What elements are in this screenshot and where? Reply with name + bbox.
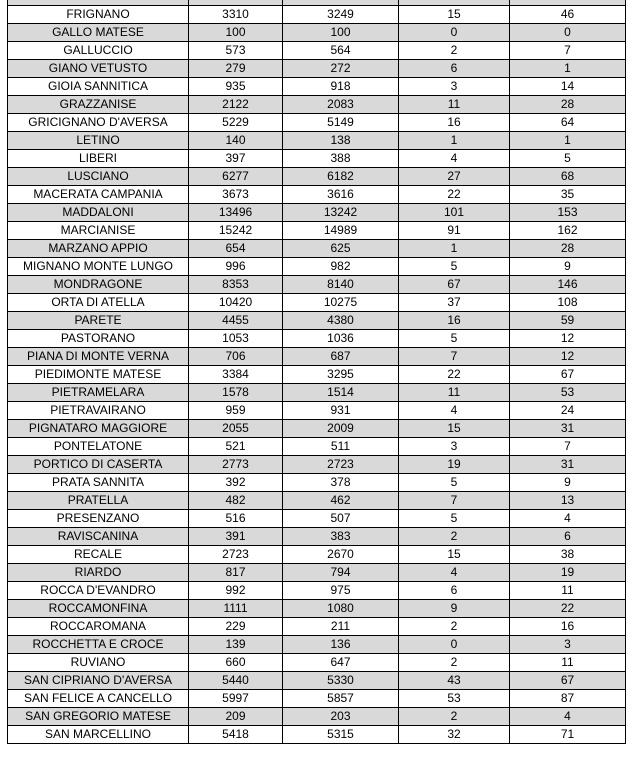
value-cell: 31 — [510, 456, 626, 474]
value-cell: 67 — [510, 366, 626, 384]
value-cell: 935 — [189, 78, 283, 96]
municipality-table — [7, 0, 626, 744]
table-row — [8, 582, 626, 600]
value-cell: 9 — [399, 600, 510, 618]
value-cell: 68 — [510, 168, 626, 186]
table-row — [8, 60, 626, 78]
municipality-cell: MONDRAGONE — [8, 276, 189, 294]
value-cell: 2670 — [283, 546, 399, 564]
value-cell: 2055 — [189, 420, 283, 438]
value-cell: 46 — [510, 6, 626, 24]
value-cell: 16 — [399, 114, 510, 132]
value-cell: 108 — [510, 294, 626, 312]
table-row — [8, 186, 626, 204]
table-row — [8, 672, 626, 690]
value-cell: 397 — [189, 150, 283, 168]
municipality-cell: ROCCHETTA E CROCE — [8, 636, 189, 654]
value-cell: 2 — [399, 654, 510, 672]
municipality-cell: PRATA SANNITA — [8, 474, 189, 492]
table-row — [8, 258, 626, 276]
value-cell: 794 — [283, 564, 399, 582]
value-cell: 5997 — [189, 690, 283, 708]
value-cell: 12 — [510, 330, 626, 348]
value-cell: 136 — [283, 636, 399, 654]
value-cell: 918 — [283, 78, 399, 96]
value-cell: 38 — [510, 546, 626, 564]
value-cell: 4 — [399, 402, 510, 420]
table-row — [8, 492, 626, 510]
table-row — [8, 726, 626, 744]
value-cell: 5 — [399, 474, 510, 492]
table-row — [8, 528, 626, 546]
municipality-cell: MADDALONI — [8, 204, 189, 222]
value-cell: 229 — [189, 618, 283, 636]
municipality-cell: ROCCA D'EVANDRO — [8, 582, 189, 600]
table-row — [8, 600, 626, 618]
value-cell: 15 — [399, 546, 510, 564]
value-cell: 19 — [510, 564, 626, 582]
value-cell: 3 — [399, 438, 510, 456]
value-cell: 11 — [399, 96, 510, 114]
table-row — [8, 474, 626, 492]
value-cell: 14989 — [283, 222, 399, 240]
value-cell: 10420 — [189, 294, 283, 312]
value-cell: 388 — [283, 150, 399, 168]
value-cell: 10275 — [283, 294, 399, 312]
municipality-cell: SAN FELICE A CANCELLO — [8, 690, 189, 708]
value-cell: 3310 — [189, 6, 283, 24]
table-row — [8, 240, 626, 258]
value-cell: 146 — [510, 276, 626, 294]
value-cell: 28 — [510, 96, 626, 114]
value-cell: 0 — [399, 24, 510, 42]
municipality-cell: PASTORANO — [8, 330, 189, 348]
value-cell: 706 — [189, 348, 283, 366]
value-cell: 5 — [399, 510, 510, 528]
municipality-cell: PRATELLA — [8, 492, 189, 510]
municipality-cell: MARZANO APPIO — [8, 240, 189, 258]
value-cell: 647 — [283, 654, 399, 672]
municipality-cell: PONTELATONE — [8, 438, 189, 456]
value-cell: 4 — [399, 150, 510, 168]
value-cell: 7 — [510, 438, 626, 456]
table-row — [8, 348, 626, 366]
value-cell: 625 — [283, 240, 399, 258]
municipality-cell: GRICIGNANO D'AVERSA — [8, 114, 189, 132]
value-cell: 1514 — [283, 384, 399, 402]
table-row — [8, 654, 626, 672]
table-row — [8, 222, 626, 240]
value-cell: 687 — [283, 348, 399, 366]
table-row — [8, 150, 626, 168]
value-cell: 6 — [510, 528, 626, 546]
value-cell: 1578 — [189, 384, 283, 402]
table-row — [8, 24, 626, 42]
value-cell: 3673 — [189, 186, 283, 204]
municipality-cell: GALLUCCIO — [8, 42, 189, 60]
municipality-cell: RIARDO — [8, 564, 189, 582]
value-cell: 64 — [510, 114, 626, 132]
municipality-cell: ORTA DI ATELLA — [8, 294, 189, 312]
table-row — [8, 384, 626, 402]
value-cell: 138 — [283, 132, 399, 150]
value-cell: 507 — [283, 510, 399, 528]
value-cell: 992 — [189, 582, 283, 600]
value-cell: 982 — [283, 258, 399, 276]
value-cell: 3616 — [283, 186, 399, 204]
value-cell: 22 — [399, 186, 510, 204]
value-cell: 5 — [399, 258, 510, 276]
value-cell: 67 — [510, 672, 626, 690]
value-cell: 7 — [399, 348, 510, 366]
table-row — [8, 114, 626, 132]
value-cell: 2083 — [283, 96, 399, 114]
value-cell: 391 — [189, 528, 283, 546]
value-cell: 22 — [510, 600, 626, 618]
table-row — [8, 438, 626, 456]
value-cell: 11 — [510, 582, 626, 600]
municipality-cell: PIANA DI MONTE VERNA — [8, 348, 189, 366]
value-cell: 3 — [510, 636, 626, 654]
value-cell: 5 — [399, 330, 510, 348]
value-cell: 53 — [399, 690, 510, 708]
table-row — [8, 6, 626, 24]
value-cell: 24 — [510, 402, 626, 420]
value-cell: 996 — [189, 258, 283, 276]
value-cell: 1036 — [283, 330, 399, 348]
value-cell: 9 — [510, 258, 626, 276]
municipality-cell: ROCCAROMANA — [8, 618, 189, 636]
municipality-cell: ROCCAMONFINA — [8, 600, 189, 618]
table-row — [8, 420, 626, 438]
value-cell: 28 — [510, 240, 626, 258]
value-cell: 2 — [399, 708, 510, 726]
value-cell: 13 — [510, 492, 626, 510]
table-row — [8, 42, 626, 60]
value-cell: 8353 — [189, 276, 283, 294]
municipality-cell: GIOIA SANNITICA — [8, 78, 189, 96]
value-cell: 7 — [399, 492, 510, 510]
table-row — [8, 456, 626, 474]
municipality-cell: GRAZZANISE — [8, 96, 189, 114]
value-cell: 35 — [510, 186, 626, 204]
value-cell: 8140 — [283, 276, 399, 294]
table-row — [8, 276, 626, 294]
value-cell: 16 — [510, 618, 626, 636]
value-cell: 1 — [510, 132, 626, 150]
municipality-cell: PORTICO DI CASERTA — [8, 456, 189, 474]
value-cell: 5418 — [189, 726, 283, 744]
value-cell: 0 — [510, 24, 626, 42]
municipality-cell: MARCIANISE — [8, 222, 189, 240]
value-cell: 392 — [189, 474, 283, 492]
value-cell: 383 — [283, 528, 399, 546]
municipality-cell: FRIGNANO — [8, 6, 189, 24]
value-cell: 140 — [189, 132, 283, 150]
value-cell: 3295 — [283, 366, 399, 384]
value-cell: 5315 — [283, 726, 399, 744]
value-cell: 7 — [510, 42, 626, 60]
value-cell: 162 — [510, 222, 626, 240]
value-cell: 37 — [399, 294, 510, 312]
value-cell: 5440 — [189, 672, 283, 690]
value-cell: 2723 — [189, 546, 283, 564]
value-cell: 2122 — [189, 96, 283, 114]
municipality-cell: GIANO VETUSTO — [8, 60, 189, 78]
value-cell: 279 — [189, 60, 283, 78]
municipality-cell: PIGNATARO MAGGIORE — [8, 420, 189, 438]
municipality-cell: PRESENZANO — [8, 510, 189, 528]
municipality-cell: PIETRAMELARA — [8, 384, 189, 402]
value-cell: 5857 — [283, 690, 399, 708]
municipality-cell: MACERATA CAMPANIA — [8, 186, 189, 204]
table-row — [8, 204, 626, 222]
value-cell: 211 — [283, 618, 399, 636]
value-cell: 1 — [399, 132, 510, 150]
value-cell: 6 — [399, 582, 510, 600]
municipality-cell: LUSCIANO — [8, 168, 189, 186]
value-cell: 100 — [283, 24, 399, 42]
value-cell: 521 — [189, 438, 283, 456]
value-cell: 516 — [189, 510, 283, 528]
municipality-cell: PARETE — [8, 312, 189, 330]
value-cell: 153 — [510, 204, 626, 222]
value-cell: 1053 — [189, 330, 283, 348]
value-cell: 482 — [189, 492, 283, 510]
value-cell: 6277 — [189, 168, 283, 186]
value-cell: 71 — [510, 726, 626, 744]
value-cell: 4 — [399, 564, 510, 582]
table-body — [8, 0, 626, 744]
value-cell: 5 — [510, 150, 626, 168]
value-cell: 564 — [283, 42, 399, 60]
value-cell: 13496 — [189, 204, 283, 222]
table-row — [8, 78, 626, 96]
value-cell: 203 — [283, 708, 399, 726]
value-cell: 91 — [399, 222, 510, 240]
value-cell: 101 — [399, 204, 510, 222]
value-cell: 100 — [189, 24, 283, 42]
municipality-cell: LIBERI — [8, 150, 189, 168]
value-cell: 654 — [189, 240, 283, 258]
value-cell: 1111 — [189, 600, 283, 618]
value-cell: 2 — [399, 42, 510, 60]
value-cell: 6182 — [283, 168, 399, 186]
value-cell: 817 — [189, 564, 283, 582]
municipality-cell: SAN CIPRIANO D'AVERSA — [8, 672, 189, 690]
value-cell: 0 — [399, 636, 510, 654]
value-cell: 67 — [399, 276, 510, 294]
table-row — [8, 690, 626, 708]
municipality-cell: PIEDIMONTE MATESE — [8, 366, 189, 384]
municipality-cell: SAN GREGORIO MATESE — [8, 708, 189, 726]
value-cell: 2773 — [189, 456, 283, 474]
table-row — [8, 618, 626, 636]
value-cell: 975 — [283, 582, 399, 600]
value-cell: 5229 — [189, 114, 283, 132]
value-cell: 2 — [399, 528, 510, 546]
municipality-cell: RECALE — [8, 546, 189, 564]
value-cell: 9 — [510, 474, 626, 492]
table-row — [8, 510, 626, 528]
value-cell: 11 — [510, 654, 626, 672]
value-cell: 14 — [510, 78, 626, 96]
table-row — [8, 132, 626, 150]
value-cell: 3249 — [283, 6, 399, 24]
value-cell: 15 — [399, 6, 510, 24]
municipality-cell: SAN MARCELLINO — [8, 726, 189, 744]
value-cell: 53 — [510, 384, 626, 402]
table-row — [8, 546, 626, 564]
value-cell: 27 — [399, 168, 510, 186]
municipality-cell: PIETRAVAIRANO — [8, 402, 189, 420]
municipality-cell: MIGNANO MONTE LUNGO — [8, 258, 189, 276]
value-cell: 660 — [189, 654, 283, 672]
value-cell: 43 — [399, 672, 510, 690]
value-cell: 59 — [510, 312, 626, 330]
table-row — [8, 96, 626, 114]
value-cell: 4 — [510, 708, 626, 726]
value-cell: 1 — [399, 240, 510, 258]
value-cell: 6 — [399, 60, 510, 78]
value-cell: 511 — [283, 438, 399, 456]
value-cell: 31 — [510, 420, 626, 438]
value-cell: 3384 — [189, 366, 283, 384]
value-cell: 22 — [399, 366, 510, 384]
value-cell: 959 — [189, 402, 283, 420]
value-cell: 573 — [189, 42, 283, 60]
value-cell: 5330 — [283, 672, 399, 690]
table-row — [8, 564, 626, 582]
value-cell: 4 — [510, 510, 626, 528]
value-cell: 139 — [189, 636, 283, 654]
value-cell: 3 — [399, 78, 510, 96]
table-row — [8, 294, 626, 312]
value-cell: 1 — [510, 60, 626, 78]
table-row — [8, 402, 626, 420]
municipality-cell: LETINO — [8, 132, 189, 150]
value-cell: 209 — [189, 708, 283, 726]
value-cell: 15 — [399, 420, 510, 438]
value-cell: 32 — [399, 726, 510, 744]
table-row — [8, 312, 626, 330]
value-cell: 13242 — [283, 204, 399, 222]
table-row — [8, 636, 626, 654]
value-cell: 462 — [283, 492, 399, 510]
municipality-cell: RUVIANO — [8, 654, 189, 672]
table-row — [8, 330, 626, 348]
value-cell: 4380 — [283, 312, 399, 330]
municipality-cell: RAVISCANINA — [8, 528, 189, 546]
value-cell: 11 — [399, 384, 510, 402]
value-cell: 19 — [399, 456, 510, 474]
value-cell: 1080 — [283, 600, 399, 618]
municipality-cell: GALLO MATESE — [8, 24, 189, 42]
value-cell: 5149 — [283, 114, 399, 132]
value-cell: 931 — [283, 402, 399, 420]
value-cell: 378 — [283, 474, 399, 492]
value-cell: 4455 — [189, 312, 283, 330]
table-row — [8, 168, 626, 186]
value-cell: 16 — [399, 312, 510, 330]
value-cell: 2 — [399, 618, 510, 636]
table-row — [8, 366, 626, 384]
value-cell: 272 — [283, 60, 399, 78]
value-cell: 2723 — [283, 456, 399, 474]
value-cell: 2009 — [283, 420, 399, 438]
table-row — [8, 708, 626, 726]
value-cell: 12 — [510, 348, 626, 366]
value-cell: 87 — [510, 690, 626, 708]
value-cell: 15242 — [189, 222, 283, 240]
